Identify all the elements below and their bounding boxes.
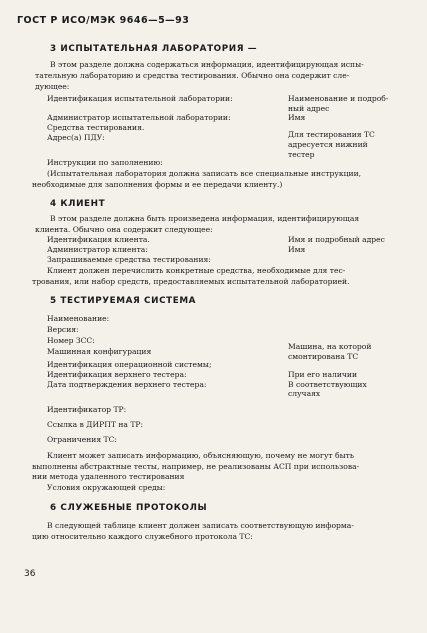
s4-field-client-admin: Администратор клиента: — [47, 245, 148, 254]
section-4-heading: 4 КЛИЕНТ — [50, 199, 106, 209]
s5-field-upper-tester-date-value-2: случаях — [288, 389, 321, 398]
s3-field-addresses-value-1: Для тестирования ТС — [288, 130, 375, 139]
s3-intro-line-1: В этом разделе должна содержаться информация, идентифицирующая испы- — [50, 60, 364, 69]
s5-paragraph-line-3: нии метода удаленного тестирования — [32, 472, 185, 481]
s3-field-addresses-value-3: тестер — [288, 150, 315, 159]
s5-paragraph-line-2: выполнены абстрактные тесты, например, не реализованы АСП при использова- — [32, 462, 360, 471]
s3-field-lab-id: Идентификация испытательной лаборатории: — [47, 94, 233, 103]
s5-field-version: Версия: — [47, 325, 79, 334]
s4-field-client-id: Идентификация клиента. — [47, 235, 150, 244]
section-5-heading: 5 ТЕСТИРУЕМАЯ СИСТЕМА — [50, 296, 197, 306]
section-3-heading: 3 ИСПЫТАТЕЛЬНАЯ ЛАБОРАТОРИЯ — — [50, 44, 258, 54]
s3-field-test-means: Средства тестирования. — [47, 123, 145, 132]
s3-intro-line-3: дующее: — [35, 82, 70, 91]
s5-field-upper-tester-id-value: При его наличии — [288, 370, 358, 379]
s6-paragraph-line-2: цию относительно каждого служебного протокола ТС: — [32, 532, 253, 541]
s4-paragraph-line-2: трования, или набор средств, предоставляемых испытательной лабораторией. — [32, 277, 350, 286]
s5-field-dirpt-ref: Ссылка в ДИРПТ на ТР: — [47, 420, 144, 429]
s4-field-client-id-value: Имя и подробный адрес — [288, 235, 385, 244]
s5-field-machine-config-value-2: смонтирована ТС — [288, 352, 359, 361]
s5-field-upper-tester-date: Дата подтверждения верхнего тестера: — [47, 380, 207, 389]
s5-field-upper-tester-id: Идентификация верхнего тестера: — [47, 370, 187, 379]
s3-field-lab-id-value-1: Наименование и подроб- — [288, 94, 389, 103]
page-number: 36 — [24, 569, 36, 579]
s5-field-os-id: Идентификация операционной системы; — [47, 360, 212, 369]
page-header: ГОСТ Р ИСО/МЭК 9646—5—93 — [17, 15, 190, 26]
s4-field-requested-means: Запрашиваемые средства тестирования: — [47, 255, 211, 264]
section-6-heading: 6 СЛУЖЕБНЫЕ ПРОТОКОЛЫ — [50, 503, 208, 513]
s6-paragraph-line-1: В следующей таблице клиент должен записать соответствующую информа- — [47, 521, 354, 530]
s3-field-lab-id-value-2: ный адрес — [288, 104, 330, 113]
s5-paragraph-line-1: Клиент может записать информацию, объясняющую, почему не могут быть — [47, 451, 354, 460]
s5-field-upper-tester-date-value-1: В соответствующих — [288, 380, 367, 389]
s5-field-machine-config: Машинная конфигурация — [47, 347, 152, 356]
s3-field-addresses: Адрес(а) ПДУ: — [47, 133, 105, 142]
s3-field-lab-admin: Администратор испытательной лаборатории: — [47, 113, 231, 122]
s3-field-lab-admin-value: Имя — [288, 113, 306, 122]
s5-field-environment: Условия окружающей среды: — [47, 483, 166, 492]
s5-field-tr-id: Идентификатор ТР: — [47, 405, 127, 414]
s3-field-addresses-value-2: адресуется нижний — [288, 140, 368, 149]
s3-instructions-line-2: необходимые для заполнения формы и ее передачи клиенту.) — [32, 180, 283, 189]
s5-field-machine-config-value-1: Машина, на которой — [288, 342, 372, 351]
s5-field-zss-number: Номер ЗСС: — [47, 336, 95, 345]
s3-instructions-line-1: (Испытательная лаборатория должна записать все специальные инструкции, — [47, 169, 362, 178]
s5-field-restrictions: Ограничения ТС: — [47, 435, 117, 444]
s4-paragraph-line-1: Клиент должен перечислить конкретные средства, необходимые для тес- — [47, 266, 346, 275]
s4-field-client-admin-value: Имя — [288, 245, 306, 254]
s4-intro-line-2: клиента. Обычно она содержит следующее: — [35, 225, 213, 234]
s3-instructions-label: Инструкции по заполнению: — [47, 158, 163, 167]
s5-field-name: Наименование: — [47, 314, 110, 323]
s3-intro-line-2: тательную лабораторию и средства тестирования. Обычно она содержит сле- — [35, 71, 350, 80]
s4-intro-line-1: В этом разделе должна быть произведена информация, идентифицирующая — [50, 214, 360, 223]
